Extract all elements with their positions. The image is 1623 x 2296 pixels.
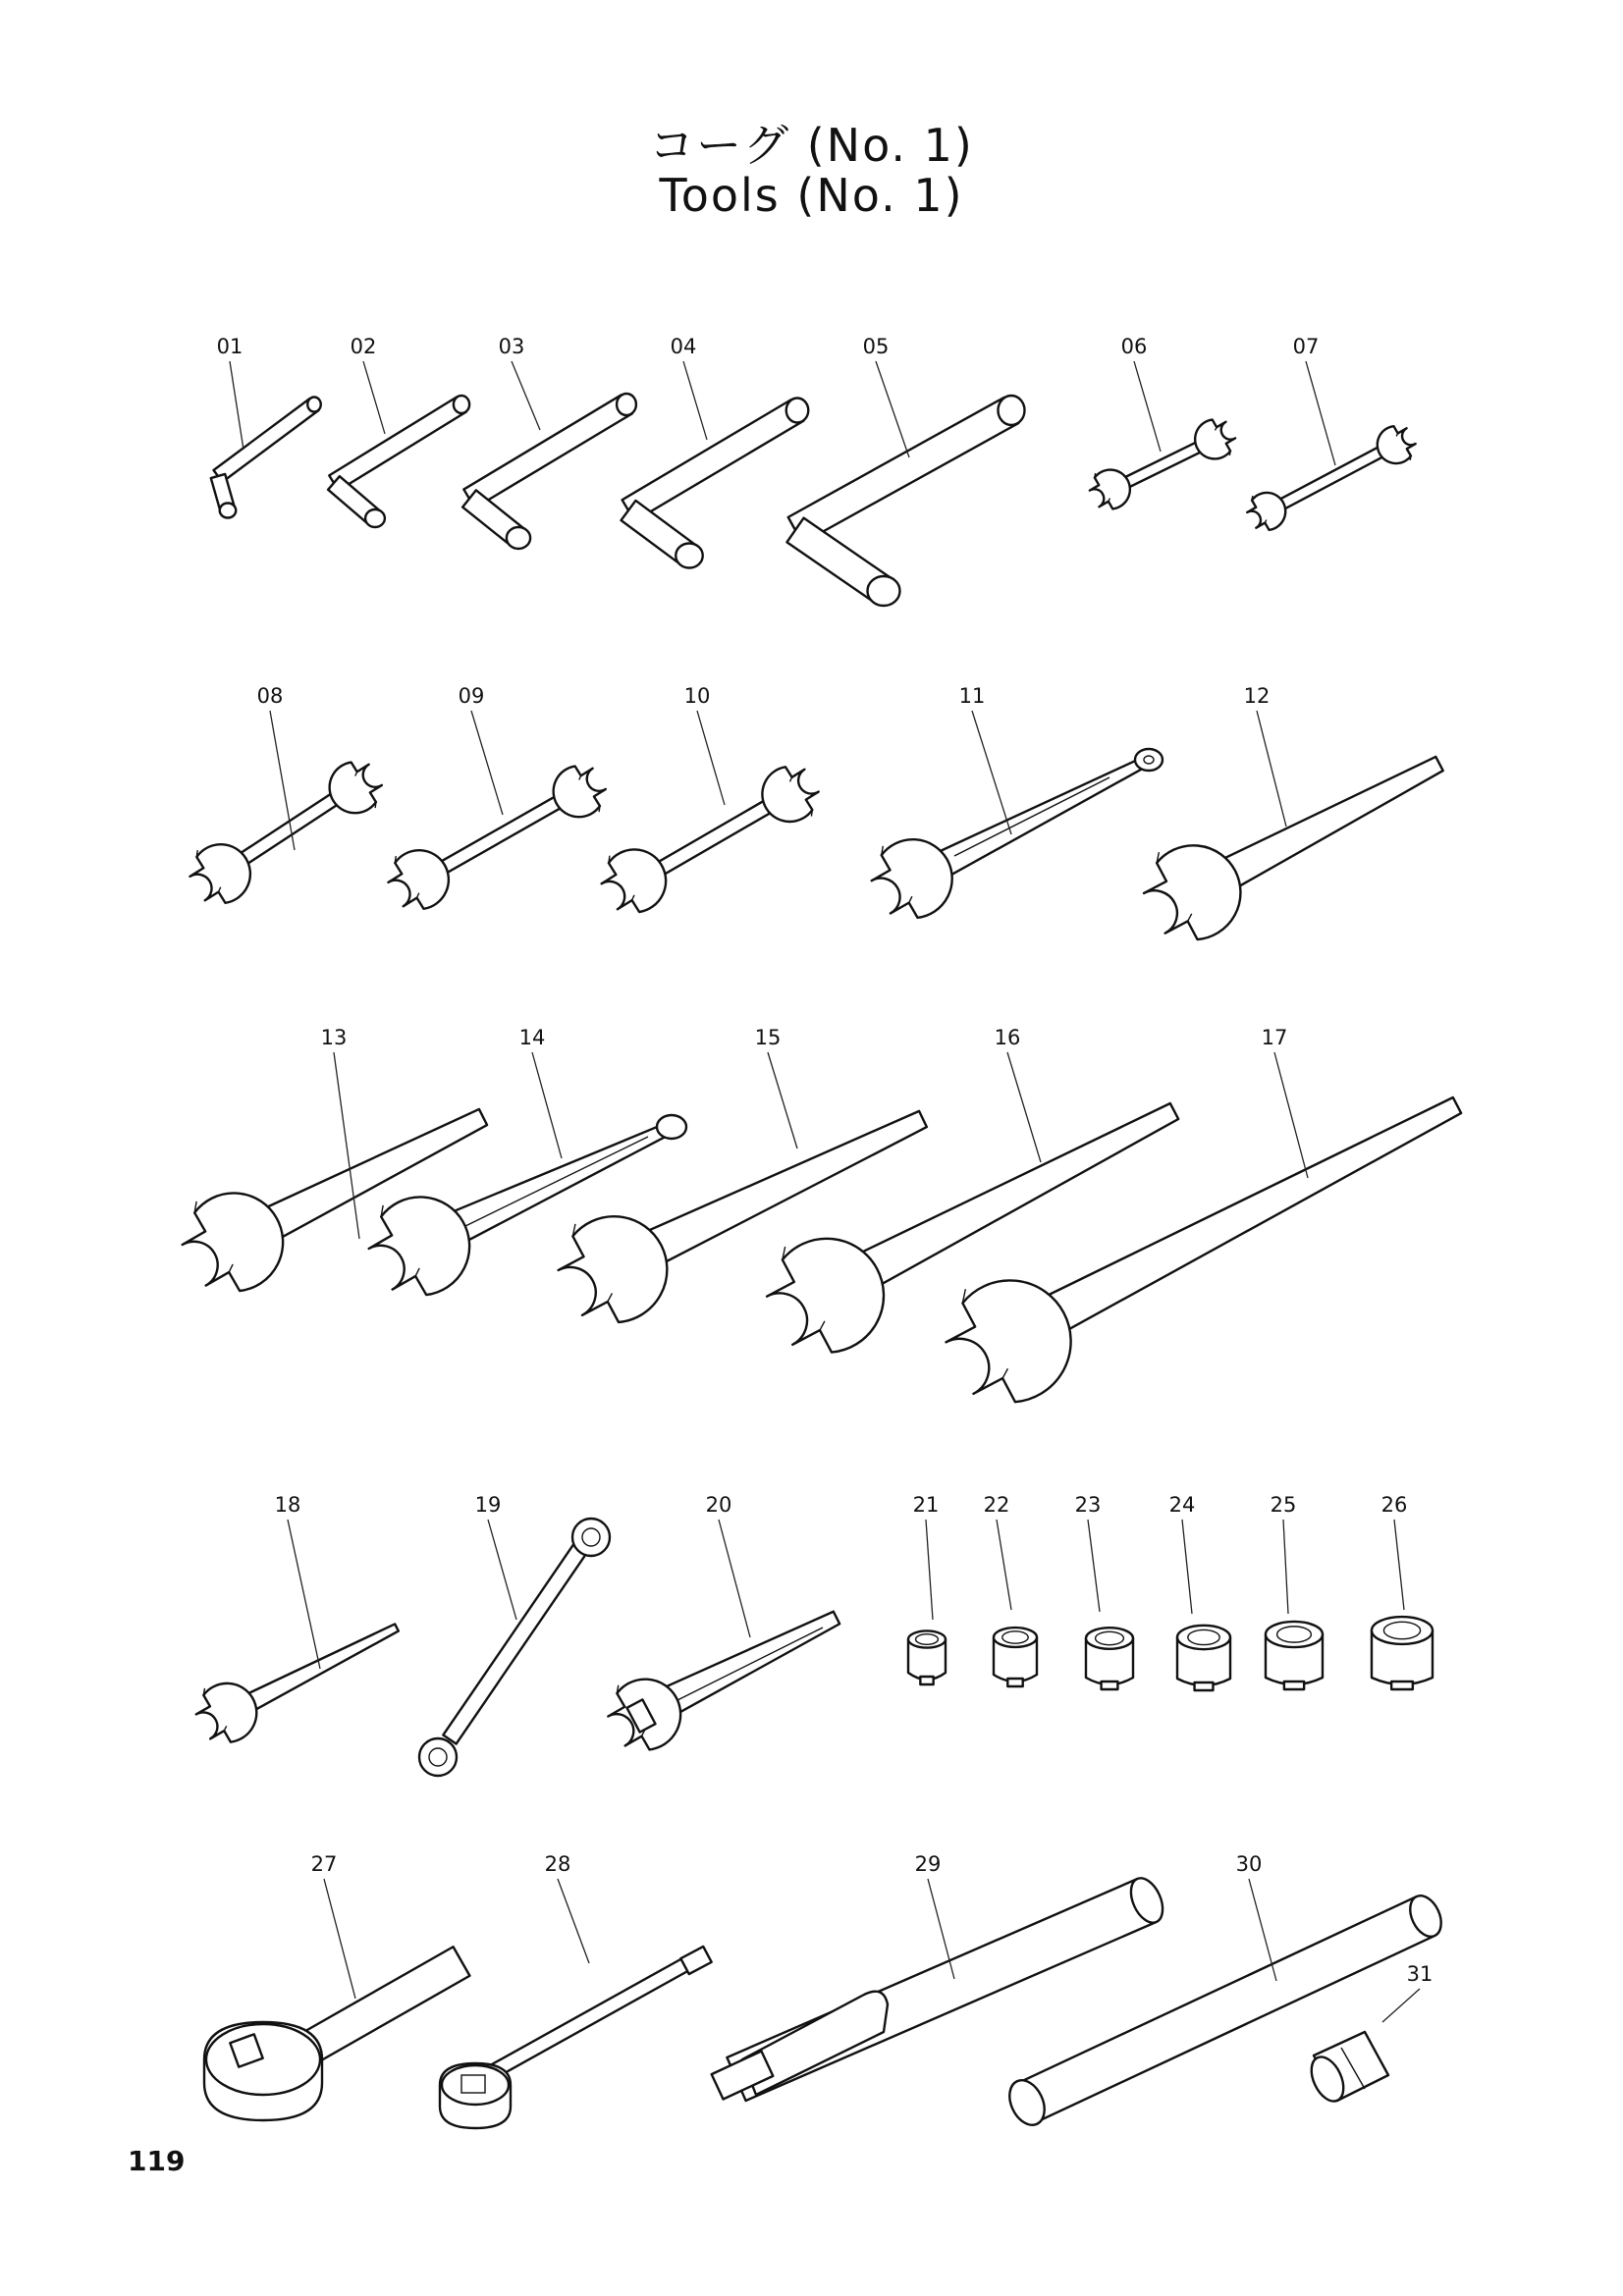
adjustable-wrench-icon [597, 1612, 839, 1762]
leader-line [1249, 1879, 1276, 1981]
callout-number-20: 20 [705, 1493, 732, 1517]
leader-line [1274, 1052, 1308, 1178]
callout-number-11: 11 [958, 684, 986, 708]
double-open-end-wrench-icon [1084, 413, 1242, 515]
callout-number-24: 24 [1168, 1493, 1196, 1517]
leader-line [471, 711, 503, 815]
leader-line [1382, 1989, 1420, 2022]
callout-number-16: 16 [994, 1026, 1021, 1049]
callout-number-21: 21 [912, 1493, 940, 1517]
double-open-end-wrench-icon [181, 753, 391, 913]
leader-line [997, 1520, 1011, 1610]
callout-number-09: 09 [458, 684, 485, 708]
allen-key-icon [211, 398, 321, 518]
double-open-end-wrench-icon [591, 757, 828, 923]
callout-number-30: 30 [1235, 1852, 1263, 1876]
leader-line [1306, 361, 1335, 465]
callout-number-04: 04 [670, 335, 697, 358]
allen-key-icon [462, 394, 636, 549]
leader-line [558, 1879, 589, 1963]
callout-number-12: 12 [1243, 684, 1271, 708]
leader-line [512, 361, 540, 430]
callout-number-15: 15 [754, 1026, 782, 1049]
callout-number-06: 06 [1120, 335, 1148, 358]
double-open-end-wrench-icon [379, 757, 615, 919]
callout-number-28: 28 [544, 1852, 571, 1876]
callout-number-27: 27 [310, 1852, 338, 1876]
leader-line [1007, 1052, 1041, 1162]
socket-icon [1266, 1622, 1323, 1689]
leader-line [697, 711, 725, 805]
leader-line [926, 1520, 933, 1620]
single-open-end-wrench-icon [859, 749, 1163, 931]
socket-icon [1372, 1617, 1433, 1689]
leader-line [1394, 1520, 1404, 1610]
leader-line [1257, 711, 1286, 827]
callout-number-13: 13 [320, 1026, 348, 1049]
callout-number-02: 02 [350, 335, 377, 358]
allen-key-icon [622, 399, 809, 568]
leader-line [363, 361, 385, 434]
leader-line [334, 1052, 359, 1239]
single-open-end-wrench-icon [188, 1624, 399, 1751]
single-open-end-wrench-icon [1130, 757, 1443, 955]
double-open-end-wrench-icon [1241, 420, 1421, 537]
page-title-japanese: コーグ (No. 1) [649, 119, 974, 172]
callout-number-29: 29 [914, 1852, 942, 1876]
extension-bar-icon [440, 1947, 712, 2128]
leader-line [488, 1520, 516, 1620]
adapter-icon [1305, 2032, 1388, 2107]
single-open-end-wrench-icon [928, 1097, 1461, 1421]
leader-line [683, 361, 707, 440]
leader-line [719, 1520, 750, 1637]
leader-line [324, 1879, 355, 1999]
leader-line [1283, 1520, 1288, 1614]
ratchet-handle-icon [204, 1947, 469, 2120]
callout-number-05: 05 [862, 335, 890, 358]
callout-number-01: 01 [216, 335, 243, 358]
callout-number-07: 07 [1292, 335, 1320, 358]
callout-number-31: 31 [1406, 1962, 1434, 1986]
leader-line [532, 1052, 562, 1158]
single-open-end-wrench-icon [750, 1103, 1178, 1370]
leader-line [1134, 361, 1161, 452]
callout-number-03: 03 [498, 335, 525, 358]
leader-line [288, 1520, 320, 1669]
box-end-wrench-icon [419, 1519, 610, 1776]
callout-number-17: 17 [1261, 1026, 1288, 1049]
page-title-english: Tools (No. 1) [659, 169, 964, 222]
leader-line [1088, 1520, 1100, 1612]
leader-line [972, 711, 1011, 834]
allen-key-icon [328, 396, 469, 527]
callout-number-25: 25 [1270, 1493, 1297, 1517]
callout-number-22: 22 [983, 1493, 1010, 1517]
callout-number-08: 08 [256, 684, 284, 708]
callout-number-14: 14 [518, 1026, 546, 1049]
callout-number-19: 19 [474, 1493, 502, 1517]
page-number: 119 [128, 2145, 186, 2177]
socket-icon [908, 1630, 946, 1684]
callout-number-23: 23 [1074, 1493, 1102, 1517]
callout-number-18: 18 [274, 1493, 301, 1517]
allen-key-icon [786, 396, 1024, 606]
leader-line [230, 361, 243, 450]
leader-line [768, 1052, 797, 1148]
leader-line [1182, 1520, 1192, 1614]
callout-number-10: 10 [683, 684, 711, 708]
socket-icon [994, 1628, 1037, 1686]
callout-number-26: 26 [1380, 1493, 1408, 1517]
leader-line [876, 361, 909, 457]
socket-icon [1177, 1626, 1230, 1690]
socket-icon [1086, 1628, 1133, 1689]
